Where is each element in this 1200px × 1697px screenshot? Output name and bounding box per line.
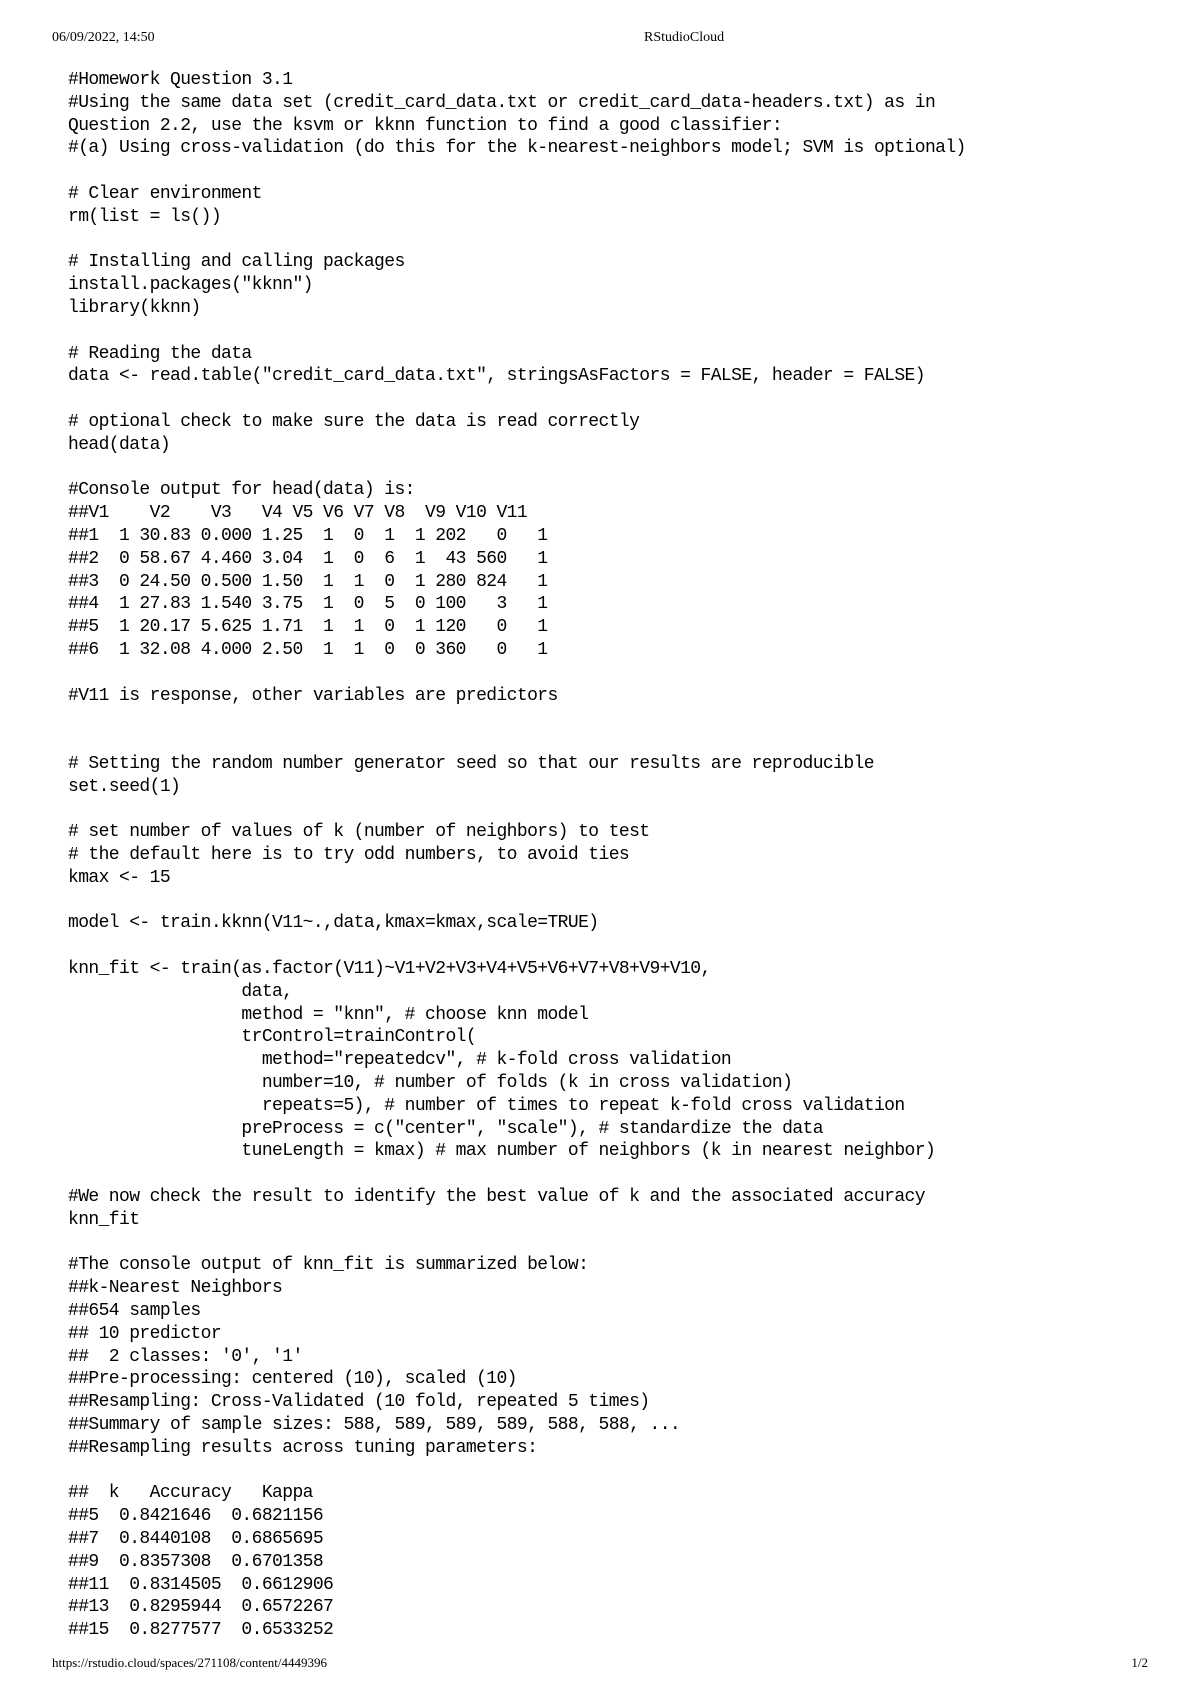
blank-line xyxy=(68,799,1178,822)
code-line: ## 2 classes: '0', '1' xyxy=(68,1346,303,1367)
code-line: #Using the same data set (credit_card_data.txt or credit_card_data-headers.txt) as in xyxy=(68,92,936,113)
blank-line xyxy=(68,935,1178,958)
code-line: # Installing and calling packages xyxy=(68,252,405,273)
blank-line xyxy=(68,160,1178,183)
code-line: ##Resampling results across tuning parameters: xyxy=(68,1437,538,1458)
code-line: knn_fit xyxy=(68,1209,140,1230)
blank-line xyxy=(68,1163,1178,1186)
code-line: ##1 1 30.83 0.000 1.25 1 0 1 1 202 0 1 xyxy=(68,525,548,546)
code-line: #Console output for head(data) is: xyxy=(68,480,415,501)
code-line: ##7 0.8440108 0.6865695 xyxy=(68,1529,324,1549)
code-line: method = "knn", # choose knn model xyxy=(68,1004,589,1025)
print-title: RStudioCloud xyxy=(644,30,725,45)
code-line: data, xyxy=(68,981,293,1002)
code-line: install.packages("kknn") xyxy=(68,275,313,296)
code-line: ##13 0.8295944 0.6572267 xyxy=(68,1597,334,1618)
code-line: rm(list = ls()) xyxy=(68,206,222,227)
code-line: ##k-Nearest Neighbors xyxy=(68,1278,283,1299)
page-number: 1/2 xyxy=(1131,1655,1148,1670)
blank-line xyxy=(68,662,1178,685)
code-line: tuneLength = kmax) # max number of neighbors (k in nearest neighbor) xyxy=(68,1141,936,1162)
code-line: data <- read.table("credit_card_data.txt", stringsAsFactors = FALSE, header = FALSE) xyxy=(68,366,925,387)
blank-line xyxy=(68,388,1178,411)
code-line: #The console output of knn_fit is summarized below: xyxy=(68,1255,589,1276)
code-line: knn_fit <- train(as.factor(V11)~V1+V2+V3+V4+V5+V6+V7+V8+V9+V10, xyxy=(68,959,711,980)
code-line: ## 10 predictor xyxy=(68,1323,222,1344)
print-datetime: 06/09/2022, 14:50 xyxy=(52,30,155,45)
blank-line xyxy=(68,890,1178,913)
code-line: repeats=5), # number of times to repeat k-fold cross validation xyxy=(68,1095,905,1116)
code-line: ##15 0.8277577 0.6533252 xyxy=(68,1620,334,1641)
code-line: # Setting the random number generator seed so that our results are reproducible xyxy=(68,753,874,774)
page-url: https://rstudio.cloud/spaces/271108/content/4449396 xyxy=(52,1655,328,1670)
code-line: kmax <- 15 xyxy=(68,867,171,888)
code-line: ##3 0 24.50 0.500 1.50 1 1 0 1 280 824 1 xyxy=(68,571,548,592)
code-line: set.seed(1) xyxy=(68,776,181,797)
blank-line xyxy=(68,229,1178,252)
blank-line xyxy=(68,1460,1178,1483)
code-line: ##4 1 27.83 1.540 3.75 1 0 5 0 100 3 1 xyxy=(68,594,548,615)
code-line: model <- train.kknn(V11~.,data,kmax=kmax,scale=TRUE) xyxy=(68,913,599,934)
blank-line xyxy=(68,730,1178,753)
code-line: ##V1 V2 V3 V4 V5 V6 V7 V8 V9 V10 V11 xyxy=(68,503,528,524)
code-line: # Reading the data xyxy=(68,343,252,364)
code-line: method="repeatedcv", # k-fold cross validation xyxy=(68,1050,732,1071)
code-line: #(a) Using cross-validation (do this for the k-nearest-neighbors model; SVM is optional) xyxy=(68,138,966,159)
code-line: library(kknn) xyxy=(68,297,201,318)
blank-line xyxy=(68,707,1178,730)
code-line: preProcess = c("center", "scale"), # standardize the data xyxy=(68,1118,823,1139)
code-line: # set number of values of k (number of neighbors) to test xyxy=(68,822,650,843)
code-line: head(data) xyxy=(68,434,171,455)
code-line: #Homework Question 3.1 xyxy=(68,70,293,90)
blank-line xyxy=(68,320,1178,343)
code-line: ## k Accuracy Kappa xyxy=(68,1483,313,1504)
code-line: ##Summary of sample sizes: 588, 589, 589, 589, 588, 588, ... xyxy=(68,1415,681,1436)
code-line: ##6 1 32.08 4.000 2.50 1 1 0 0 360 0 1 xyxy=(68,639,548,660)
code-line: # Clear environment xyxy=(68,183,262,204)
code-line: #We now check the result to identify the best value of k and the associated accuracy xyxy=(68,1187,925,1208)
code-line: ##9 0.8357308 0.6701358 xyxy=(68,1551,324,1572)
code-line: ##5 0.8421646 0.6821156 xyxy=(68,1506,324,1527)
code-line: ##11 0.8314505 0.6612906 xyxy=(68,1574,334,1595)
code-line: number=10, # number of folds (k in cross validation) xyxy=(68,1073,793,1094)
code-line: ##2 0 58.67 4.460 3.04 1 0 6 1 43 560 1 xyxy=(68,548,548,569)
blank-line xyxy=(68,1232,1178,1255)
code-line: #V11 is response, other variables are predictors xyxy=(68,685,558,706)
blank-line xyxy=(68,457,1178,480)
code-line: ##Resampling: Cross-Validated (10 fold, repeated 5 times) xyxy=(68,1392,650,1413)
code-line: ##5 1 20.17 5.625 1.71 1 1 0 1 120 0 1 xyxy=(68,617,548,638)
code-block xyxy=(68,69,1178,1642)
code-line: ##654 samples xyxy=(68,1301,201,1322)
code-line: # the default here is to try odd numbers, to avoid ties xyxy=(68,845,630,866)
code-line: trControl=trainControl( xyxy=(68,1027,477,1048)
code-line: ##Pre-processing: centered (10), scaled (10) xyxy=(68,1369,517,1390)
code-line: Question 2.2, use the ksvm or kknn function to find a good classifier: xyxy=(68,115,783,136)
code-line: # optional check to make sure the data is read correctly xyxy=(68,411,640,432)
